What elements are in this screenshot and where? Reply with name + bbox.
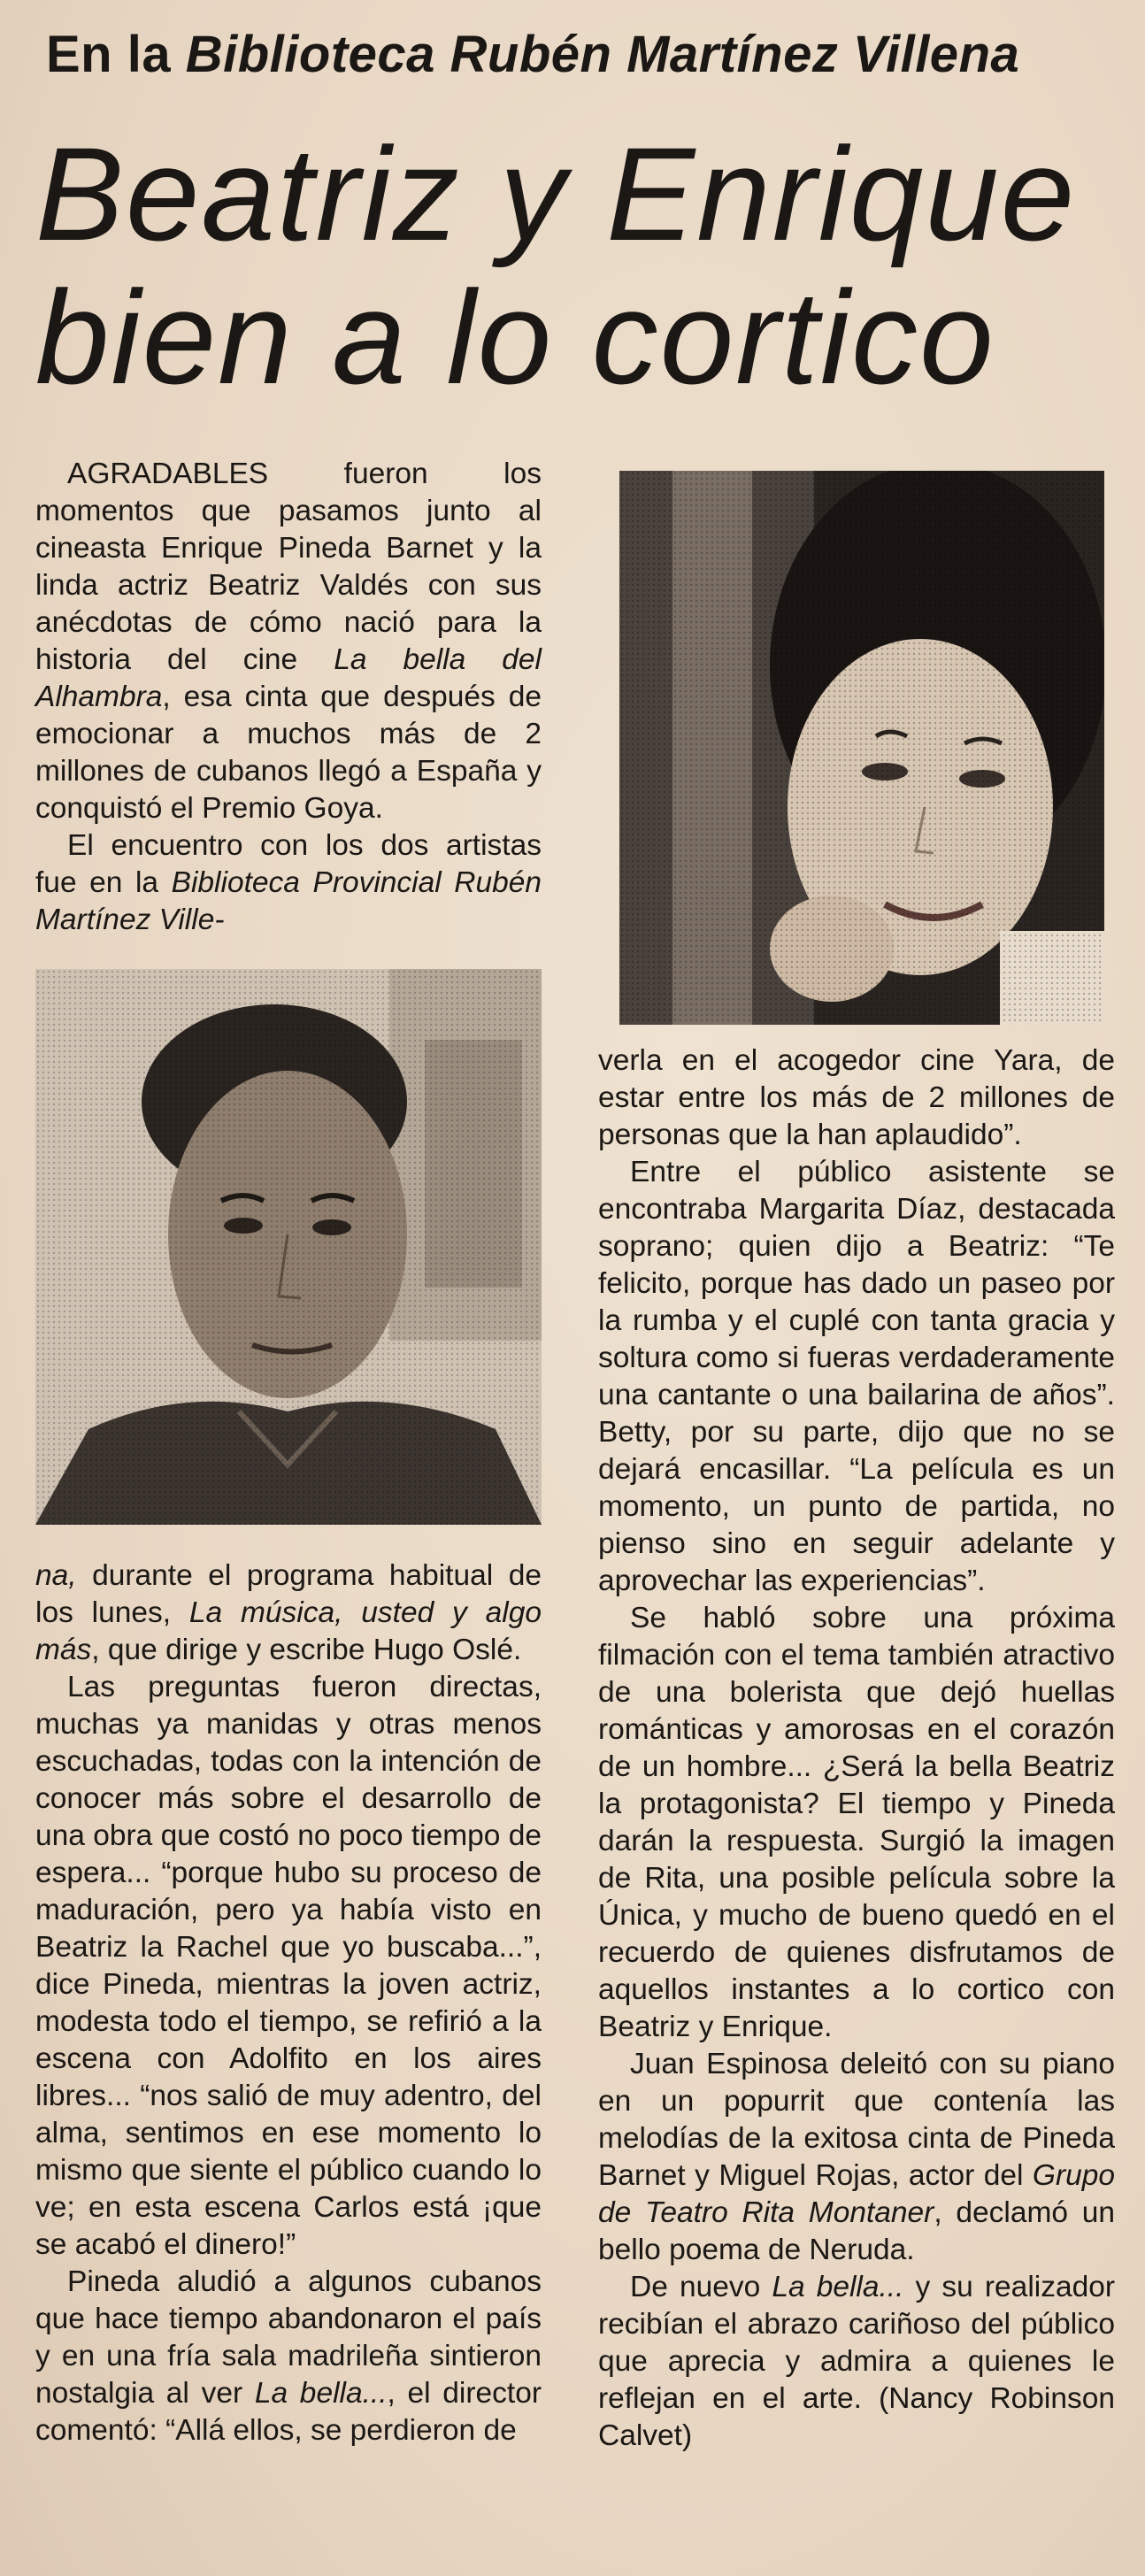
text: fueron los momentos que pasamos junto al cineasta Enrique Pineda Barnet y la linda actriz Beatriz Valdés con sus anécdotas de cómo nació para la historia del cine: [35, 458, 542, 676]
headline-line-1: Beatriz y Enrique: [35, 119, 1077, 268]
paragraph: [35, 1557, 542, 1669]
paragraph: Se habló sobre una próxima filmación con el tema también atractivo de una bolerista que dejó huellas románticas y amorosas en el corazón de un hombre... ¿Será la bella Beatriz la protagonista? El tiempo y Pineda darán la respuesta. Surgió la imagen de Rita, una posible película sobre la Única, y mucho de bueno quedó en el recuerdo de quienes disfrutamos de aquellos instantes a lo cortico con Beatriz y Enrique.: [598, 1602, 1115, 2043]
film-title: La bella...: [772, 2271, 904, 2303]
kicker: [46, 25, 1108, 84]
text: durante el programa habitual de los lunes,: [35, 1559, 542, 1629]
film-title: La bella...: [254, 2377, 388, 2410]
text: , el director comentó: “Allá ellos, se perdieron de: [35, 2377, 542, 2447]
article-left-top: [35, 456, 542, 939]
paragraph: Las preguntas fueron directas, muchas ya manidas y otras menos escuchadas, todas con la intención de conocer más sobre el desarrollo de una obra que costó no poco tiempo de espera... “porque hubo su proceso de maduración, pero ya había visto en Beatriz la Rachel que yo buscaba...”, dice Pineda, mientras la joven actriz, modesta todo el tiempo, se refirió a la escena con Adolfito en los aires libres... “nos salió de muy adentro, del alma, sentimos en ese momento lo mismo que siente el público cuando lo ve; en esta escena Carlos está ¡que se acabó el dinero!”: [35, 1671, 542, 2261]
article-left-bottom: [35, 1557, 542, 2449]
headline: [35, 119, 1115, 411]
paragraph: [598, 2269, 1115, 2455]
lead-word: AGRADABLES: [67, 458, 269, 490]
paragraph: [35, 827, 542, 939]
theater-group: Grupo de Teatro Rita Montaner: [598, 2159, 1115, 2229]
text: , declamó un bello poema de Neruda.: [598, 2196, 1115, 2266]
photo-beatriz: [619, 471, 1104, 1025]
text: Pineda aludió a algunos cubanos que hace tiempo abandonaron el país y en una fría sala madrileña sintieron nostalgia al ver: [35, 2265, 542, 2410]
paragraph: [35, 456, 542, 827]
photo-enrique: [35, 969, 542, 1525]
text: El encuentro con los dos artistas fue en la: [35, 829, 542, 899]
paragraph: [35, 2264, 542, 2449]
text: y su realizador recibían el abrazo cariñoso del público que aprecia y admira a quienes le reflejan en el arte. (Nancy Robinson Calvet): [598, 2271, 1115, 2452]
article-right: [598, 1042, 1115, 2455]
film-title: La bella del Alhambra: [35, 643, 542, 713]
library-name: Biblioteca Provincial Rubén Martínez Ville-: [35, 866, 542, 936]
show-title: La música, usted y algo más: [35, 1596, 542, 1666]
headline-line-2: bien a lo cortico: [35, 263, 995, 411]
text: , esa cinta que después de emocionar a muchos más de 2 millones de cubanos llegó a España y conquistó el Premio Goya.: [35, 681, 542, 825]
kicker-prefix: En la: [46, 26, 172, 83]
text: De nuevo: [630, 2271, 761, 2303]
paragraph: [598, 2046, 1115, 2269]
text: Juan Espinosa deleitó con su piano en un popurrit que contenía las melodías de la exitosa cinta de Pineda Barnet y Miguel Rojas, actor del: [598, 2048, 1115, 2192]
paragraph: verla en el acogedor cine Yara, de estar entre los más de 2 millones de personas que la han aplaudido”.: [598, 1044, 1115, 1151]
text: , que dirige y escribe Hugo Oslé.: [91, 1634, 522, 1666]
continued-fragment: na,: [35, 1559, 77, 1592]
kicker-place: Biblioteca Rubén Martínez Villena: [185, 26, 1020, 83]
paragraph: Entre el público asistente se encontraba Margarita Díaz, destacada soprano; quien dijo a Beatriz: “Te felicito, porque has dado un paseo por la rumba y el cuplé con tanta gracia y soltura como si fueras verdaderamente una cantante o una bailarina de años”. Betty, por su parte, dijo que no se dejará encasillar. “La película es un momento, un punto de partida, no pienso sino en seguir adelante y aprovechar las experiencias”.: [598, 1156, 1115, 1597]
